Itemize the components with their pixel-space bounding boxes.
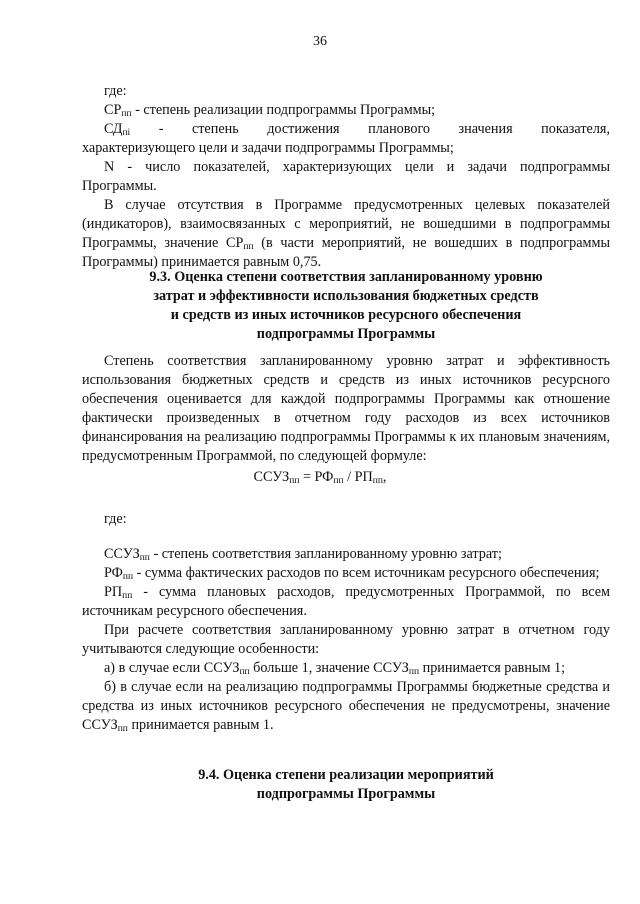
item-b: б) в случае если на реализацию подпрограммы Программы бюджетные средства и средства из иных источников ресурсного обеспечения не предусмотрены, значение $ССУЗ_{пп}$ принимается равным 1. [82,679,610,734]
section-b-definitions [82,545,610,735]
section-a [82,82,610,272]
paragraph-intro: Степень соответствия запланированному уровню затрат и эффективность использования бюджетных средств и средств из иных источников ресурсного обеспечения оценивается для каждой подпрограммы Программы как отношение фактически произведенных в отчетном году расходов из всех источников финансирования на реализацию подпрограммы Программы к их плановым значениям, предусмотренным Программой, по следующей формуле: [82,353,610,464]
definition-sdpi: $СД_{пі}$ - степень достижения планового значения показателя, [104,121,610,138]
formula: $ССУЗ_{пп} = РФ_{пп} / РП_{пп}$, [253,469,387,486]
where-label-b-wrap [82,510,610,529]
page-number: 36 [313,34,327,49]
definition-ssuz: $ССУЗ_{пп}$ - степень соответствия запланированному уровню затрат; [104,546,502,563]
definition-rf: $РФ_{пп}$ - сумма фактических расходов по всем источникам ресурсного обеспечения; [104,565,600,582]
heading-9-3: 9.3. Оценка степени соответствия запланированному уровню затрат и эффективности использования бюджетных средств и средств из иных источников ресурсного обеспечения подпрограммы Программы [149,269,543,342]
section-b-intro [82,352,610,466]
where-label-b: где: [104,511,127,527]
paragraph-features: При расчете соответствия запланированному уровню затрат в отчетном году учитываются следующие особенности: [82,622,610,657]
where-label: где: [104,83,127,99]
definition-sdpi-continued: характеризующего цели и задачи подпрограммы Программы; [82,140,454,156]
heading-9-4: 9.4. Оценка степени реализации мероприятий подпрограммы Программы [198,767,494,802]
paragraph-absence: В случае отсутствия в Программе предусмотренных целевых показателей (индикаторов), взаимосвязанных с мероприятий, не вошедшими в подпрограммы Программы, значение $СР_{пп}$ (в части мероприятий, не вошедших в подпрограммы Программы) принимается равным 0,75. [82,197,610,270]
definition-srpp: $СР_{пп}$ - степень реализации подпрограммы Программы; [104,102,436,119]
definition-rp: $РП_{пп}$ - сумма плановых расходов, предусмотренных Программой, по всем источникам ресурсного обеспечения. [82,584,610,619]
item-a: а) в случае если $ССУЗ_{пп}$ больше 1, значение $ССУЗ_{пп}$ принимается равным 1; [104,660,566,677]
definition-n: N - число показателей, характеризующих цели и задачи подпрограммы Программы. [82,159,610,194]
